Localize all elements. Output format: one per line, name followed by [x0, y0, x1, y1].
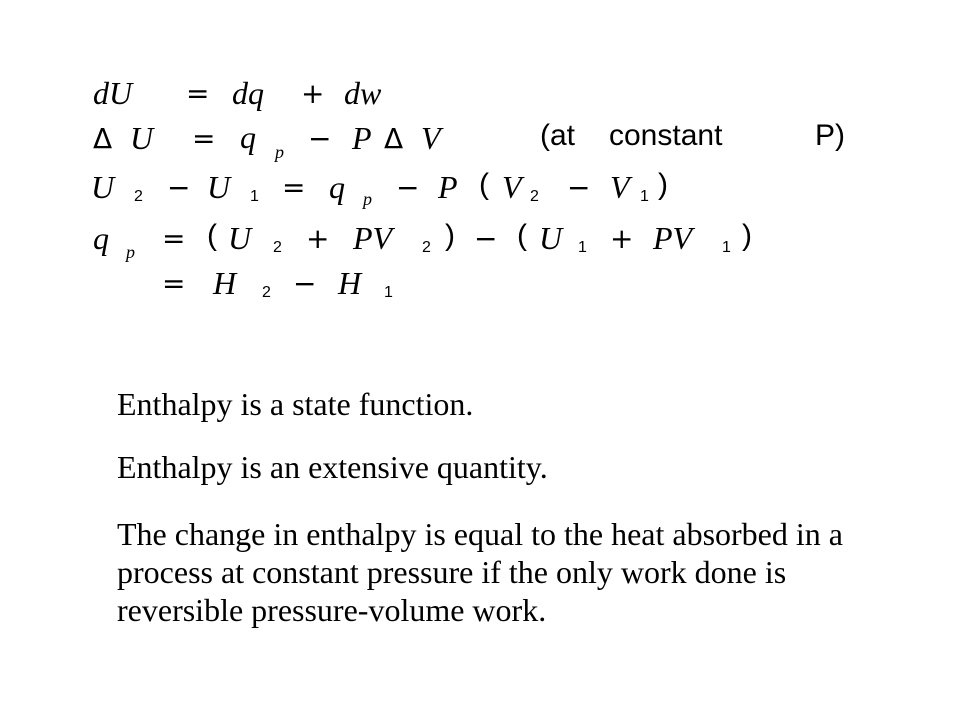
eq5-h1-subscript: 1	[384, 284, 393, 301]
eq2-minus: −	[308, 122, 332, 155]
eq3-u1: U	[207, 169, 231, 205]
eq3-left-paren: (	[479, 168, 489, 201]
eq2-q-subscript: p	[275, 142, 284, 162]
eq4-u1: U	[539, 220, 563, 256]
eq5-equals: =	[162, 267, 186, 300]
eq4-u2: U	[228, 220, 252, 256]
statement-extensive-quantity: Enthalpy is an extensive quantity.	[117, 449, 548, 485]
eq4-pv2: PV	[353, 220, 393, 256]
eq2-note-open: (at	[540, 119, 576, 152]
eq4-right-paren-2: )	[742, 219, 752, 252]
eq4-pv1-subscript: 1	[722, 239, 731, 256]
eq2-v: V	[421, 120, 441, 156]
eq4-q: q	[93, 220, 109, 256]
statement-heat-absorbed: The change in enthalpy is equal to the heat absorbed in a process at constant pressure if the only work done is reversible pressure-volume work.	[117, 516, 843, 628]
eq5-h2: H	[213, 265, 237, 301]
eq3-pressure: P	[438, 169, 458, 205]
eq2-note-close: P)	[815, 119, 845, 152]
eq2-u: U	[130, 120, 154, 156]
eq3-minus-1: −	[167, 171, 191, 204]
eq4-left-paren-2: (	[517, 219, 527, 252]
eq2-delta-u: Δ	[93, 122, 113, 155]
eq1-lhs: dU	[93, 75, 133, 111]
eq3-q-subscript: p	[363, 189, 372, 209]
eq4-minus: −	[474, 222, 498, 255]
eq5-h1: H	[338, 265, 362, 301]
eq2-pressure: P	[352, 120, 372, 156]
eq4-left-paren-1: (	[207, 219, 217, 252]
eq4-plus-1: +	[306, 222, 330, 255]
eq3-minus-3: −	[567, 171, 591, 204]
eq5-minus: −	[293, 267, 317, 300]
eq3-u2: U	[91, 169, 115, 205]
eq2-note-constant: constant	[609, 119, 723, 152]
eq3-q: q	[329, 169, 345, 205]
eq4-equals: =	[162, 222, 186, 255]
eq4-pv1: PV	[653, 220, 693, 256]
eq2-equals: =	[192, 122, 216, 155]
eq3-minus-2: −	[396, 171, 420, 204]
eq4-plus-2: +	[610, 222, 634, 255]
eq1-term-dq: dq	[232, 75, 264, 111]
eq5-h2-subscript: 2	[262, 284, 271, 301]
eq3-v2-subscript: 2	[530, 188, 539, 205]
eq3-v1-subscript: 1	[640, 188, 649, 205]
eq4-q-subscript: p	[126, 242, 135, 262]
eq1-term-dw: dw	[344, 75, 382, 111]
eq3-u1-subscript: 1	[250, 188, 259, 205]
statement-state-function: Enthalpy is a state function.	[117, 386, 474, 422]
eq2-delta-v: Δ	[384, 122, 404, 155]
eq3-u2-subscript: 2	[134, 188, 143, 205]
eq3-v1: V	[610, 169, 630, 205]
eq4-u1-subscript: 1	[578, 239, 587, 256]
eq3-equals: =	[282, 171, 306, 204]
eq1-equals: =	[186, 77, 210, 110]
eq3-v2: V	[502, 169, 522, 205]
eq4-pv2-subscript: 2	[422, 239, 431, 256]
eq1-plus: +	[301, 77, 325, 110]
eq4-right-paren-1: )	[445, 219, 455, 252]
eq3-right-paren: )	[658, 168, 668, 201]
eq4-u2-subscript: 2	[273, 239, 282, 256]
eq2-q: q	[240, 119, 256, 155]
